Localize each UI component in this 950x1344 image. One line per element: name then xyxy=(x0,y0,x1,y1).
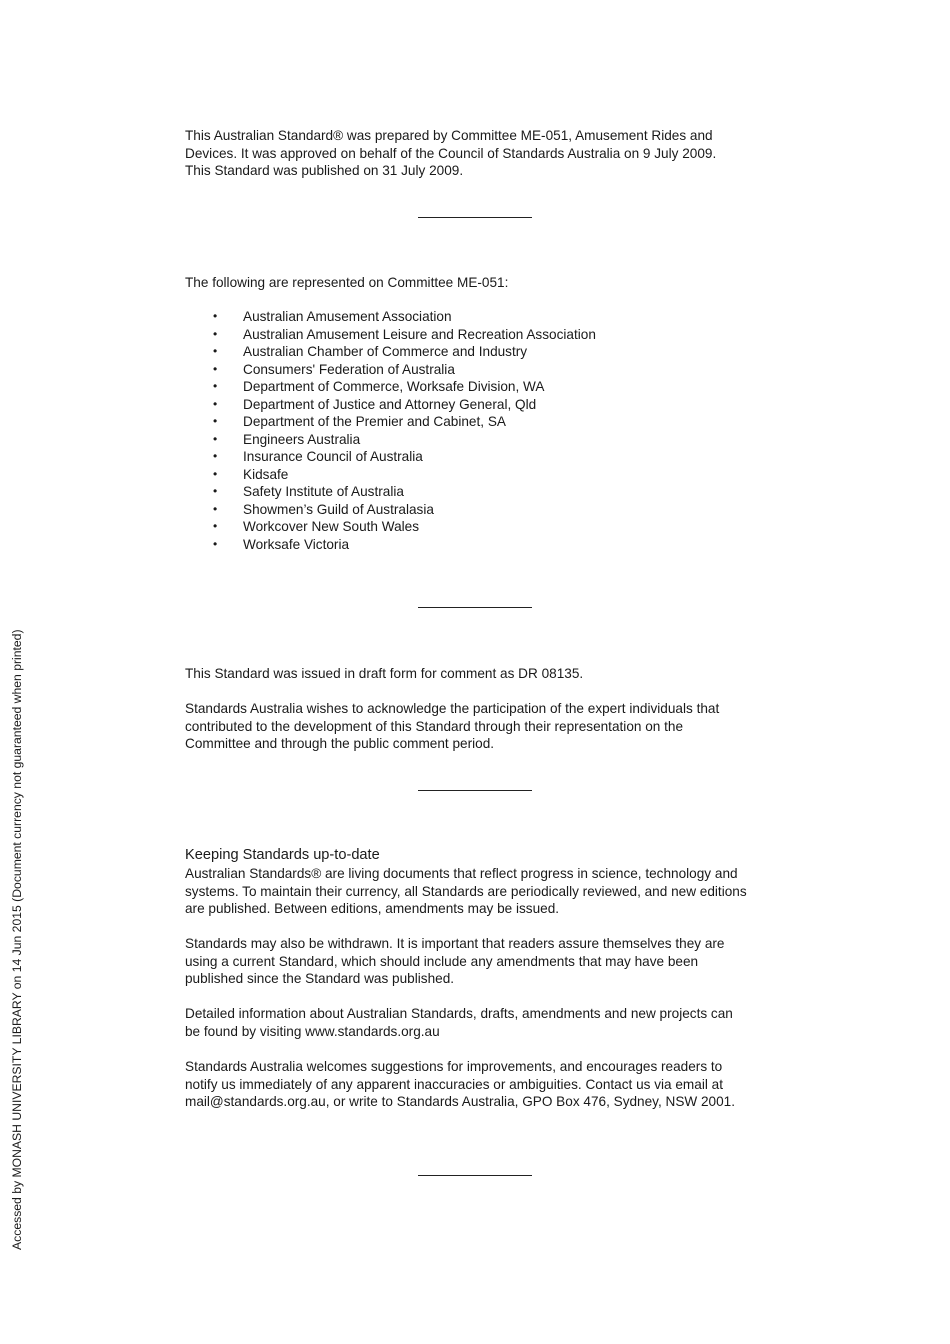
member-name: Kidsafe xyxy=(243,466,289,482)
member-name: Australian Amusement Leisure and Recreation Association xyxy=(243,326,596,342)
bullet-icon: • xyxy=(213,414,218,428)
paragraph-line: Detailed information about Australian Standards, drafts, amendments and new projects can xyxy=(185,1006,733,1021)
committee-intro: The following are represented on Committee ME-051: xyxy=(185,275,509,290)
list-item xyxy=(185,483,745,501)
list-item xyxy=(185,326,745,344)
keeping-paragraph-4 xyxy=(185,1058,775,1111)
member-name: Safety Institute of Australia xyxy=(243,484,404,499)
acknowledgement-line: Standards Australia wishes to acknowledge the participation of the expert individuals that xyxy=(185,701,720,716)
list-item xyxy=(185,413,745,431)
bullet-icon: • xyxy=(213,309,218,323)
intro-line: This Standard was published on 31 July 2009. xyxy=(185,163,464,178)
paragraph-text: be found by visiting xyxy=(185,1023,306,1039)
member-name: Australian Chamber of Commerce and Industry xyxy=(243,344,528,359)
bullet-icon: • xyxy=(213,431,218,446)
website-link[interactable]: www.standards.org.au xyxy=(305,1023,440,1039)
list-item xyxy=(185,466,745,484)
member-name: Department of Justice and Attorney General, Qld xyxy=(243,396,537,412)
member-name: Engineers Australia xyxy=(243,431,361,447)
list-item xyxy=(185,361,745,379)
bullet-icon: • xyxy=(213,519,218,533)
list-item xyxy=(185,518,745,536)
keeping-paragraph-2 xyxy=(185,935,775,988)
paragraph-line: are published. Between editions, amendments may be issued. xyxy=(185,901,560,916)
list-item xyxy=(185,308,745,326)
member-name: Department of Commerce, Worksafe Division, WA xyxy=(243,379,545,394)
draft-issued-note: This Standard was issued in draft form for comment as DR 08135. xyxy=(185,666,584,681)
paragraph-line: published since the Standard was published. xyxy=(185,971,455,986)
intro-line: This Australian Standard® was prepared by Committee ME-051, Amusement Rides and xyxy=(185,128,713,143)
intro-paragraph xyxy=(185,127,775,180)
keeping-standards-heading: Keeping Standards up-to-date xyxy=(185,847,380,863)
paragraph-line: Australian Standards® are living documents that reflect progress in science, technology and xyxy=(185,866,738,881)
list-item xyxy=(185,396,745,414)
section-divider xyxy=(418,607,532,608)
list-item xyxy=(185,343,745,361)
paragraph-line: Standards may also be withdrawn. It is important that readers assure themselves they are xyxy=(185,936,725,951)
keeping-paragraph-1 xyxy=(185,865,775,918)
email-link[interactable]: mail@standards.org.au xyxy=(185,1094,326,1109)
section-divider xyxy=(418,790,532,791)
acknowledgement-paragraph xyxy=(185,700,775,753)
member-name: Australian Amusement Association xyxy=(243,309,452,324)
section-divider xyxy=(418,1175,532,1176)
bullet-icon: • xyxy=(213,326,218,341)
acknowledgement-line: contributed to the development of this Standard through their representation on the xyxy=(185,718,684,734)
section-divider xyxy=(418,217,532,218)
bullet-icon: • xyxy=(213,536,218,551)
list-item xyxy=(185,501,745,519)
bullet-icon: • xyxy=(213,501,218,516)
paragraph-line: using a current Standard, which should include any amendments that may have been xyxy=(185,953,699,969)
keeping-paragraph-3 xyxy=(185,1005,775,1040)
acknowledgement-line: Committee and through the public comment period. xyxy=(185,736,495,751)
member-name: Consumers' Federation of Australia xyxy=(243,361,455,377)
paragraph-line: notify us immediately of any apparent inaccuracies or ambiguities. Contact us via email at xyxy=(185,1076,723,1092)
member-name: Department of the Premier and Cabinet, SA xyxy=(243,414,506,429)
paragraph-line: systems. To maintain their currency, all Standards are periodically reviewed, and new editions xyxy=(185,883,747,899)
bullet-icon: • xyxy=(213,344,218,358)
intro-line: Devices. It was approved on behalf of the Council of Standards Australia on 9 July 2009. xyxy=(185,145,717,161)
member-name: Workcover New South Wales xyxy=(243,519,420,534)
bullet-icon: • xyxy=(213,466,218,481)
paragraph-text: , or write to Standards Australia, GPO Box 476, Sydney, NSW 2001. xyxy=(325,1094,736,1109)
bullet-icon: • xyxy=(213,379,218,393)
bullet-icon: • xyxy=(213,449,218,463)
member-name: Worksafe Victoria xyxy=(243,536,350,552)
member-name: Insurance Council of Australia xyxy=(243,449,423,464)
access-watermark-note: Accessed by MONASH UNIVERSITY LIBRARY on 14 Jun 2015 (Document currency not guaranteed when printed) xyxy=(10,629,24,1250)
list-item xyxy=(185,378,745,396)
bullet-icon: • xyxy=(213,361,218,376)
committee-member-list xyxy=(185,308,745,553)
bullet-icon: • xyxy=(213,484,218,498)
list-item xyxy=(185,536,745,554)
paragraph-line: Standards Australia welcomes suggestions for improvements, and encourages readers to xyxy=(185,1059,723,1074)
list-item xyxy=(185,448,745,466)
bullet-icon: • xyxy=(213,396,218,411)
list-item xyxy=(185,431,745,449)
member-name: Showmen’s Guild of Australasia xyxy=(243,501,434,517)
